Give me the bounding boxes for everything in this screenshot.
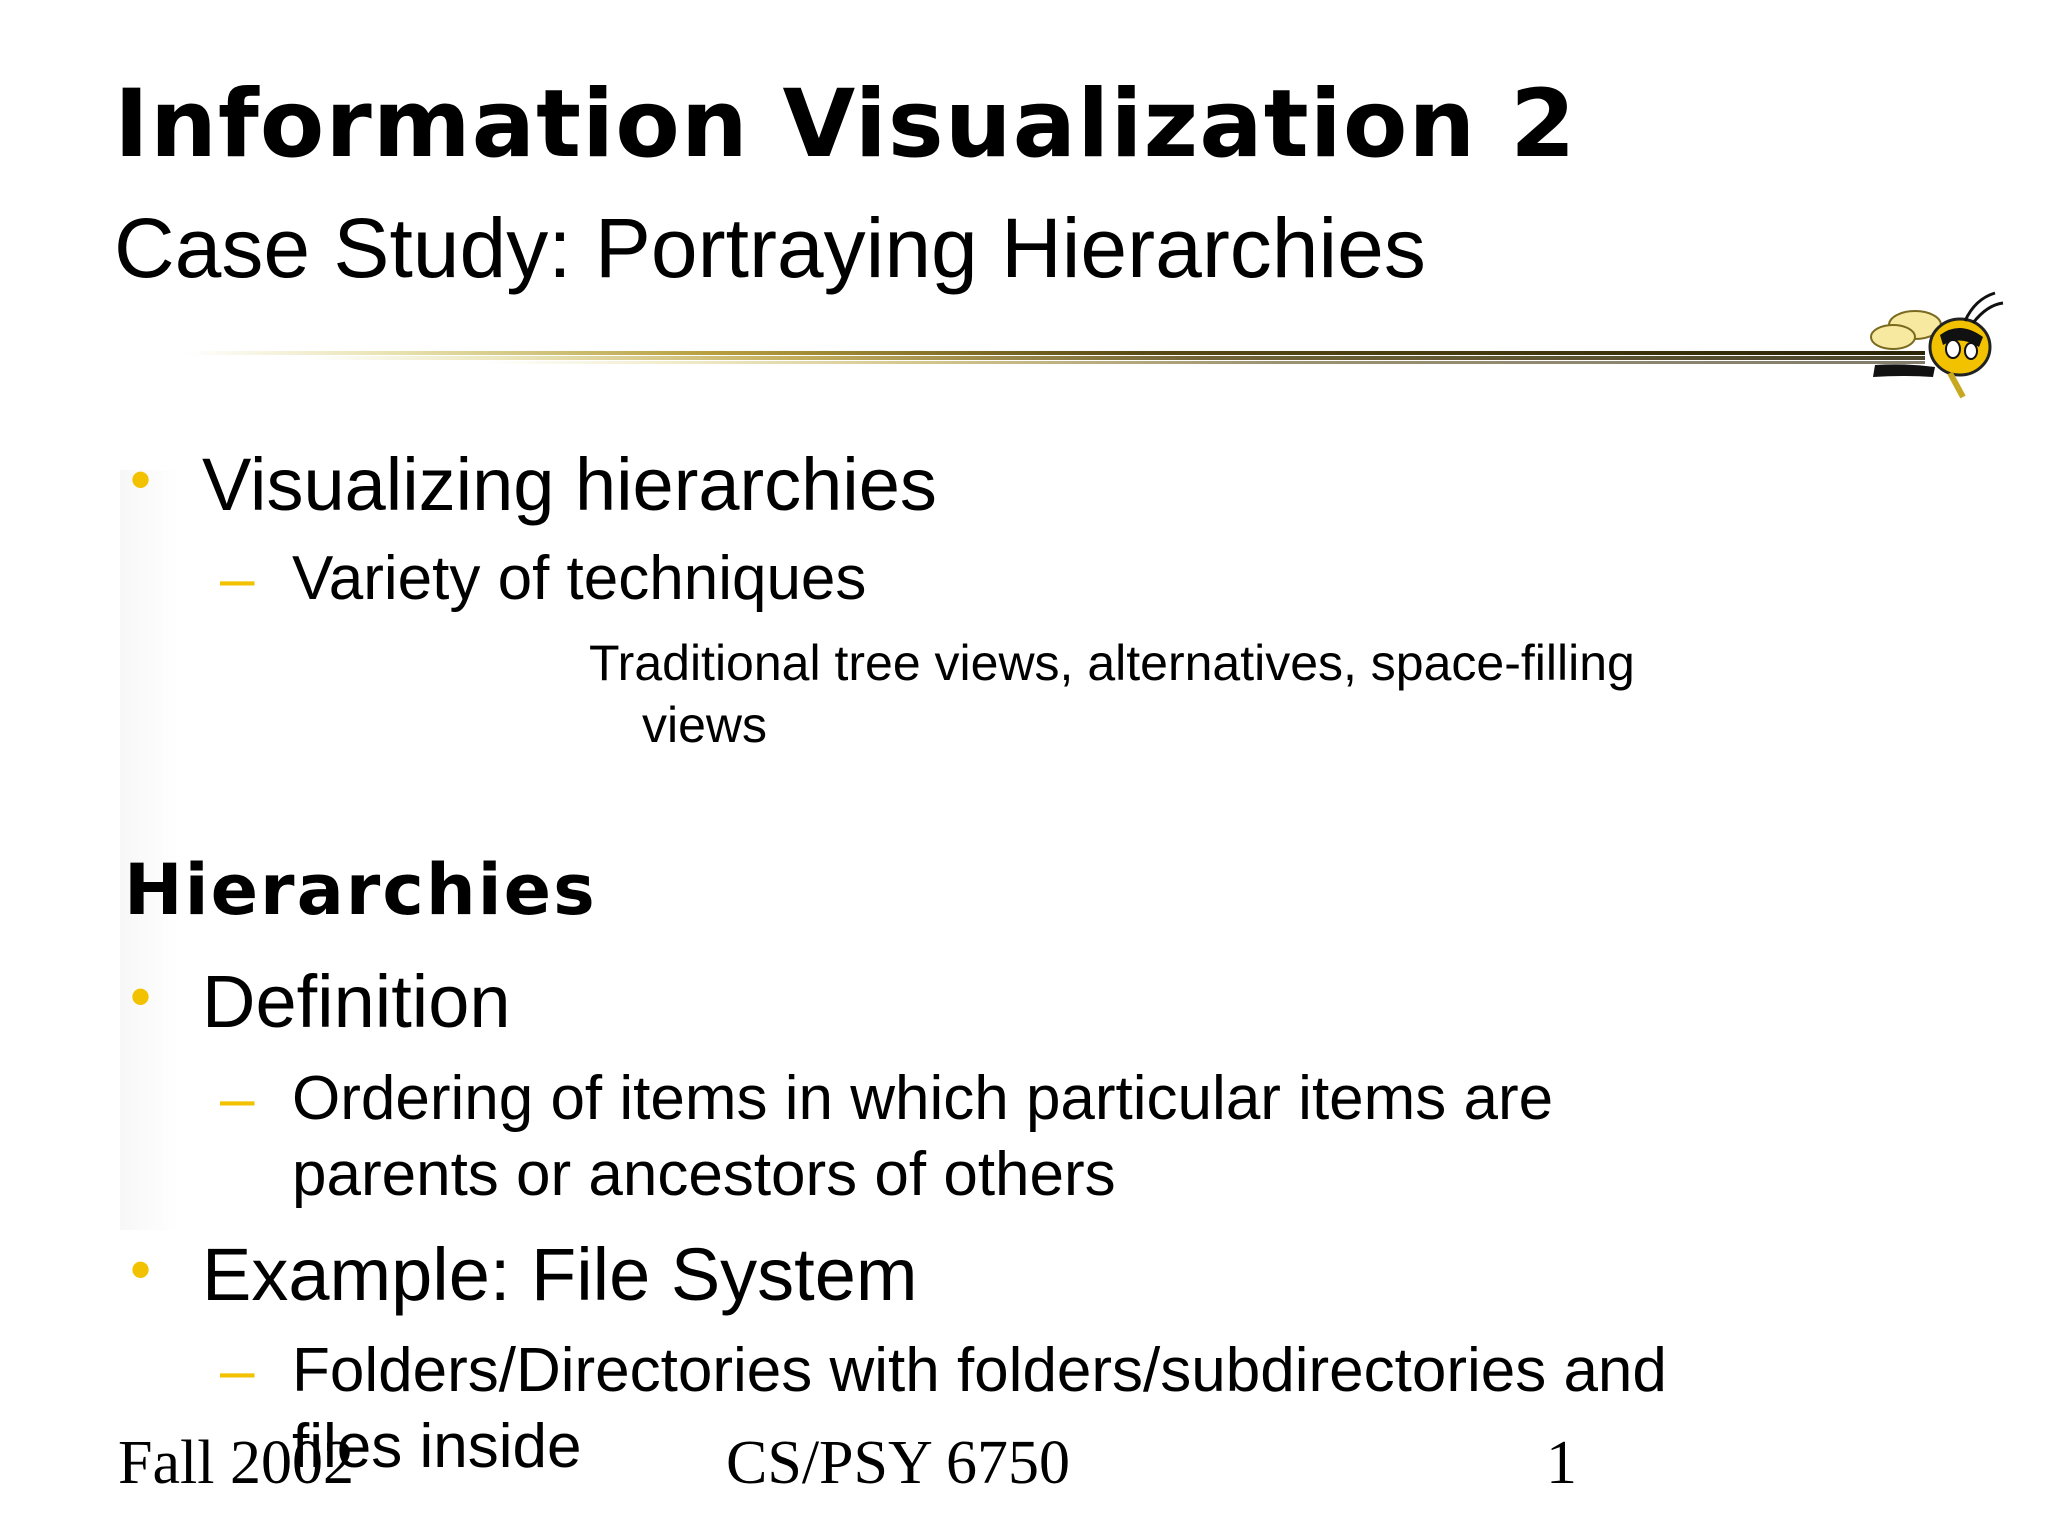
bullet-example-file-system — [130, 1233, 918, 1316]
bullet-visualizing-hierarchies — [130, 443, 937, 526]
sub-bullet-ordering-line1 — [220, 1064, 1554, 1133]
sub-bullet-text: Ordering of items in which particular items are — [292, 1064, 1554, 1133]
sub-bullet-folders-line2: files inside — [292, 1412, 582, 1481]
dash-marker: – — [220, 1064, 255, 1133]
sub-bullet-text: Folders/Directories with folders/subdirectories and — [292, 1336, 1667, 1405]
title-divider-rule — [185, 346, 1925, 368]
sub-sub-bullet-tree-views-line2: views — [642, 697, 768, 753]
yellow-jacket-mascot-icon — [1855, 285, 2005, 405]
bullet-text: Example: File System — [202, 1233, 918, 1316]
footer-page-number: 1 — [1546, 1429, 1577, 1497]
sub-bullet-text: Variety of techniques — [292, 544, 867, 613]
dash-marker: – — [220, 544, 255, 613]
sub-bullet-ordering-line2: parents or ancestors of others — [292, 1140, 1116, 1209]
section-heading-hierarchies: Hierarchies — [124, 849, 597, 931]
dash-marker: – — [220, 1336, 255, 1405]
sub-sub-bullet-tree-views-line1: Traditional tree views, alternatives, space-filling — [589, 635, 1635, 691]
sub-bullet-variety-of-techniques — [220, 544, 867, 613]
bullet-text: Visualizing hierarchies — [202, 443, 937, 526]
footer-course: CS/PSY 6750 — [726, 1429, 1070, 1497]
bullet-definition — [130, 960, 511, 1043]
slide-title: Information Visualization 2 — [114, 70, 1577, 179]
bullet-text: Definition — [202, 960, 511, 1043]
bullet-marker: • — [130, 1236, 152, 1303]
bullet-marker: • — [130, 963, 152, 1030]
bullet-marker: • — [130, 446, 152, 513]
sub-bullet-folders-line1 — [220, 1336, 1667, 1405]
slide-subtitle: Case Study: Portraying Hierarchies — [114, 201, 1426, 295]
footer-semester: Fall 2002 — [118, 1429, 354, 1497]
